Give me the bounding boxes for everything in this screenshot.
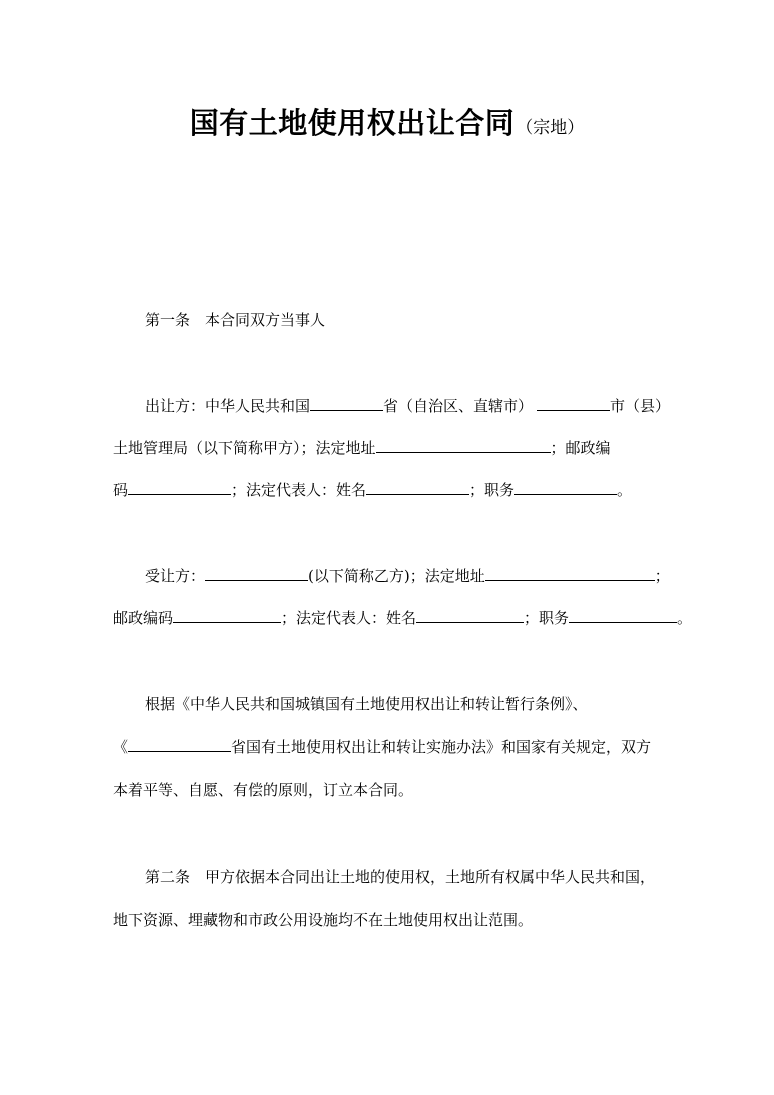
article2-line2: 地下资源、埋藏物和市政公用设施均不在土地使用权出让范围。 — [113, 911, 534, 929]
transferee-line2-b: ；法定代表人：姓名 — [281, 609, 417, 627]
transferee-line2-c: ；职务 — [524, 609, 570, 627]
basis-line2 — [113, 737, 651, 757]
province-blank[interactable] — [310, 396, 383, 411]
transferor-line3-d: 。 — [617, 481, 633, 499]
province-name-blank[interactable] — [128, 737, 231, 752]
document-title — [0, 101, 774, 142]
transferee-line2-d: 。 — [677, 609, 693, 627]
transferor-line1-c: 市（县） — [610, 397, 671, 415]
transferor-line3 — [113, 480, 632, 500]
transferor-line1 — [145, 396, 670, 416]
transferee-line1-c: ； — [654, 567, 670, 585]
transferor-line2-b: ；邮政编 — [550, 439, 611, 457]
transferor-line1-b: 省（自治区、直辖市） — [383, 397, 534, 415]
basis-line2-a: 《 — [113, 738, 129, 756]
basis-line1: 根据《中华人民共和国城镇国有土地使用权出让和转让暂行条例》、 — [145, 695, 588, 713]
transferee-postcode-blank[interactable] — [173, 608, 281, 623]
transferee-rep-title-blank[interactable] — [569, 608, 677, 623]
transferee-line2-a: 邮政编码 — [113, 609, 174, 627]
transferor-line3-b: ；法定代表人：姓名 — [231, 481, 367, 499]
transferee-address-blank[interactable] — [485, 566, 655, 581]
title-main: 国有土地使用权出让合同 — [189, 106, 515, 140]
city-blank[interactable] — [537, 396, 610, 411]
transferor-line2-a: 土地管理局（以下简称甲方）；法定地址 — [113, 439, 376, 457]
transferor-rep-title-blank[interactable] — [514, 480, 617, 495]
transferor-rep-name-blank[interactable] — [366, 480, 469, 495]
transferee-name-blank[interactable] — [205, 566, 308, 581]
transferor-line3-c: ；职务 — [469, 481, 515, 499]
transferee-line1-b: (以下简称乙方)；法定地址 — [308, 567, 485, 585]
transferor-address-blank[interactable] — [376, 438, 551, 453]
transferor-line1-a: 出让方：中华人民共和国 — [145, 397, 311, 415]
basis-line3: 本着平等、自愿、有偿的原则，订立本合同。 — [113, 781, 414, 799]
transferee-line1 — [145, 566, 670, 586]
article1-heading: 第一条 本合同双方当事人 — [145, 311, 326, 329]
article2-line1: 第二条 甲方依据本合同出让土地的使用权，土地所有权属中华人民共和国， — [145, 868, 656, 886]
transferor-line2 — [113, 438, 611, 458]
transferor-line3-a: 码 — [113, 481, 129, 499]
transferee-line2 — [113, 608, 692, 628]
title-sub: （宗地） — [516, 118, 585, 138]
transferee-line1-a: 受让方： — [145, 567, 206, 585]
transferee-rep-name-blank[interactable] — [416, 608, 524, 623]
transferor-postcode-blank[interactable] — [128, 480, 231, 495]
basis-line2-b: 省国有土地使用权出让和转让实施办法》和国家有关规定，双方 — [231, 738, 652, 756]
